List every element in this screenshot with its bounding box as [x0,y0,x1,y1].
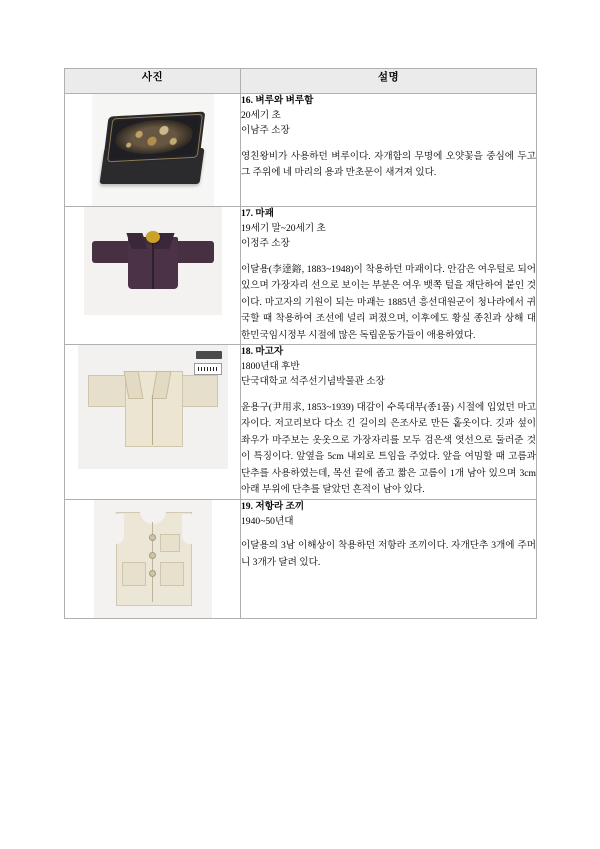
artifact-owner: 이남주 소장 [241,124,290,136]
magoja-beige-photo [78,345,228,469]
vest-left-pocket [122,562,146,586]
inkstone-box-rim [106,114,202,163]
table-row [65,345,537,500]
jacket-right-sleeve [174,241,214,263]
photo-label-tag [196,351,222,359]
artifact-body-text: 이달용(李達鎔, 1883~1948)이 착용하던 마괘이다. 안감은 여우털로 되어 있으며 가장자리 선으로 보이는 부분은 여우 뱃쪽 털을 재단하여 붙인 것이다. 마고자의 기원이 되는 마괘는 1885년 흥선대원군이 청나라에서 귀국할 때 착용하여 조선에 널리 퍼졌으며, 이후에도 황실 종친과 상해 대한민국임시정부 시절에 많은 독립운동가들이 애용하였다. [241,263,536,341]
artifact-catalog-table [64,68,537,619]
artifact-description-cell [241,94,537,207]
jacket-left-sleeve [88,375,128,407]
artifact-body-text: 이달용의 3남 이해상이 착용하던 저항라 조끼이다. 자개단추 3개에 주머니 3개가 달려 있다. [241,540,536,568]
table-row [65,94,537,207]
artifact-title: 18. 마고자 [241,346,284,358]
artifact-period: 20세기 초 [241,109,281,121]
artifact-period: 1800년대 후반 [241,360,300,372]
artifact-title: 19. 저항라 조끼 [241,500,305,512]
inkstone-and-inkstone-box-photo [92,94,214,206]
artifact-period: 1940~50년대 [241,515,294,527]
vest-button [149,552,156,559]
table-row [65,499,537,618]
artifact-owner: 이정주 소장 [241,237,290,249]
artifact-photo-cell [65,207,241,345]
artifact-title: 16. 벼루와 벼루함 [241,95,314,106]
jacket-right-sleeve [178,375,218,407]
magoja-dark-purple-photo [84,207,222,315]
artifact-photo-cell [65,94,241,207]
artifact-period: 19세기 말~20세기 초 [241,222,326,234]
vest-body [116,512,192,606]
photo-barcode-tag [194,363,222,375]
vest-button [149,534,156,541]
vest-right-armhole [182,514,198,544]
artifact-body-text: 영친왕비가 사용하던 벼루이다. 자개함의 무명에 오얏꽃을 중심에 두고 그 주위에 네 마리의 용과 만초문이 새겨져 있다. [241,150,536,179]
vest-left-armhole [108,514,124,544]
column-header-description: 설명 [241,69,537,94]
vest-button [149,570,156,577]
jacket-center-line [152,395,153,445]
table-row [65,207,537,345]
vest-chest-pocket [160,534,180,552]
artifact-body-text: 윤용구(尹用求, 1853~1939) 대감이 수록대부(종1품) 시절에 입었던 마고자이다. 저고리보다 다소 긴 길이의 은조사로 만든 홑옷이다. 깃과 섶이 좌우가 마주보는 옷옷으로 가장자리를 모두 검은색 엿선으로 둘러준 것이 특징이다. 앞옆을 5cm 내외로 트임을 주었다. 앞을 여밈할 때 고름과 단추를 사용하였는데, 목선 끝에 좁고 짧은 고름이 1개 남아 있으며 3cm 아래 부위에 단추를 달았던 흔적이 남아 있다. [241,401,536,496]
artifact-title: 17. 마괘 [241,208,274,219]
artifact-description-cell [241,207,537,345]
table-header-row [65,69,537,94]
jacket-center-line [152,243,154,289]
artifact-owner: 단국대학교 석주선기념박물관 소장 [241,375,385,387]
jacket-knot-button [146,231,160,243]
artifact-photo-cell [65,345,241,500]
artifact-description-cell [241,499,537,618]
jacket-left-sleeve [92,241,132,263]
column-header-photo: 사진 [65,69,241,94]
vest-right-pocket [160,562,184,586]
artifact-photo-cell [65,499,241,618]
artifact-description-cell [241,345,537,500]
jeogori-vest-photo [94,500,212,618]
